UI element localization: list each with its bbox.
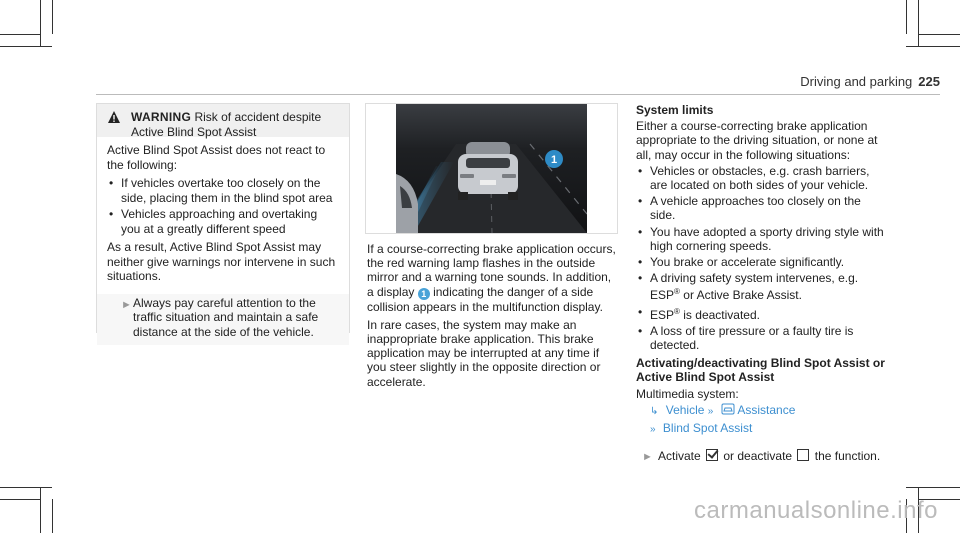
list-item xyxy=(636,305,886,322)
crop-mark xyxy=(52,499,53,533)
activating-heading: Activating/deactivating Blind Spot Assist or Active Blind Spot Assist xyxy=(636,356,885,385)
crop-mark xyxy=(918,34,960,35)
paragraph-text: indicating the danger of a side collision appears in the multifunction display. xyxy=(367,284,603,314)
unchecked-checkbox-icon xyxy=(797,449,809,461)
return-arrow-icon: ↳ xyxy=(650,405,659,417)
header-rule xyxy=(96,94,940,95)
menu-blind-spot-assist: Blind Spot Assist xyxy=(662,421,753,436)
instruction-text: or deactivate xyxy=(723,449,793,464)
crop-mark xyxy=(0,487,52,488)
warning-box xyxy=(96,103,350,339)
warning-bullet-list xyxy=(107,176,339,236)
warning-body xyxy=(97,137,349,351)
system-limits-intro: Either a course-correcting brake application appropriate to the driving situation, or none at all, may occur in the following situations: xyxy=(636,119,878,162)
warning-triangle-icon xyxy=(107,110,121,124)
activate-instruction xyxy=(636,449,886,463)
menu-assistance: Assistance xyxy=(737,402,796,417)
road-scene-image xyxy=(396,104,587,233)
menu-vehicle: Vehicle xyxy=(665,402,705,417)
list-text: or Active Brake Assist. xyxy=(683,288,802,303)
list-text: is deactivated. xyxy=(683,307,760,322)
crop-mark xyxy=(0,499,40,500)
callout-badge: 1 xyxy=(418,288,430,300)
checked-checkbox-icon xyxy=(706,449,718,461)
list-item xyxy=(636,271,886,302)
middle-column xyxy=(367,242,617,393)
page-number: 225 xyxy=(918,74,940,89)
list-item: • A vehicle approaches too closely on the side. xyxy=(636,194,886,222)
crop-mark xyxy=(906,0,907,34)
double-chevron-icon: » xyxy=(707,405,714,417)
registered-mark: ® xyxy=(674,306,680,316)
list-item: • You have adopted a sporty driving style with high cornering speeds. xyxy=(636,225,886,253)
warning-title: WARNING xyxy=(131,110,192,124)
blind-spot-illustration xyxy=(396,104,587,233)
system-limits-list xyxy=(636,164,886,352)
right-column xyxy=(636,103,886,463)
paragraph-text: If a course-correcting brake application occurs, the red warning lamp flashes in the outside mirror and a warning tone sounds. In addition, a display xyxy=(367,242,616,299)
warning-action-text: Always pay careful attention to the traffic situation and maintain a safe distance at the side of the vehicle. xyxy=(133,295,319,339)
menu-path-line xyxy=(650,421,886,437)
list-item: • You brake or accelerate significantly. xyxy=(636,255,886,269)
multimedia-label: Multimedia system: xyxy=(636,386,739,401)
section-title: Driving and parking xyxy=(800,74,913,89)
brake-paragraph xyxy=(367,242,617,314)
figure-frame xyxy=(365,103,618,234)
crop-mark xyxy=(40,0,41,46)
system-limits-heading: System limits xyxy=(636,103,714,117)
warning-result: As a result, Active Blind Spot Assist may neither give warnings nor intervene in such situations. xyxy=(107,240,336,283)
warning-action xyxy=(97,294,349,346)
double-chevron-icon: » xyxy=(650,424,656,436)
action-arrow-icon: ► xyxy=(642,451,653,464)
crop-mark xyxy=(0,34,40,35)
watermark: carmanualsonline.info xyxy=(694,497,938,524)
menu-path xyxy=(636,403,886,437)
crop-mark xyxy=(918,0,919,46)
crop-mark xyxy=(906,487,960,488)
car-assistance-icon xyxy=(721,403,735,415)
crop-mark xyxy=(0,46,52,47)
warning-intro: Active Blind Spot Assist does not react to the following: xyxy=(107,143,326,172)
list-text: ESP xyxy=(650,307,675,322)
list-item: • Vehicles or obstacles, e.g. crash barriers, are located on both sides of your vehicle. xyxy=(636,164,886,192)
crop-mark xyxy=(52,0,53,34)
list-item: • Vehicles approaching and overtaking you at a greatly different speed xyxy=(107,207,339,236)
page-header xyxy=(800,74,940,89)
list-item: • If vehicles overtake too closely on the side, placing them in the blind spot area xyxy=(107,176,339,205)
instruction-text: the function. xyxy=(814,449,881,464)
list-text: A driving safety system intervenes, e.g. ESP xyxy=(650,271,859,303)
warning-subtitle-line1: Risk of accident despite xyxy=(194,110,322,124)
registered-mark: ® xyxy=(674,287,680,297)
warning-subtitle-line2: Active Blind Spot Assist xyxy=(131,125,257,139)
action-arrow-icon: ► xyxy=(121,298,132,311)
list-item: • A loss of tire pressure or a faulty tire is detected. xyxy=(636,324,886,352)
crop-mark xyxy=(906,46,960,47)
warning-header xyxy=(97,104,349,137)
figure-callout: 1 xyxy=(550,154,558,166)
crop-mark xyxy=(40,487,41,533)
instruction-text: Activate xyxy=(658,449,701,464)
rare-cases-paragraph: In rare cases, the system may make an inappropriate brake application. This brake application may be interrupted at any time if you steer slightly in the opposite direction or accelerate. xyxy=(367,317,601,389)
menu-path-line xyxy=(650,403,886,419)
